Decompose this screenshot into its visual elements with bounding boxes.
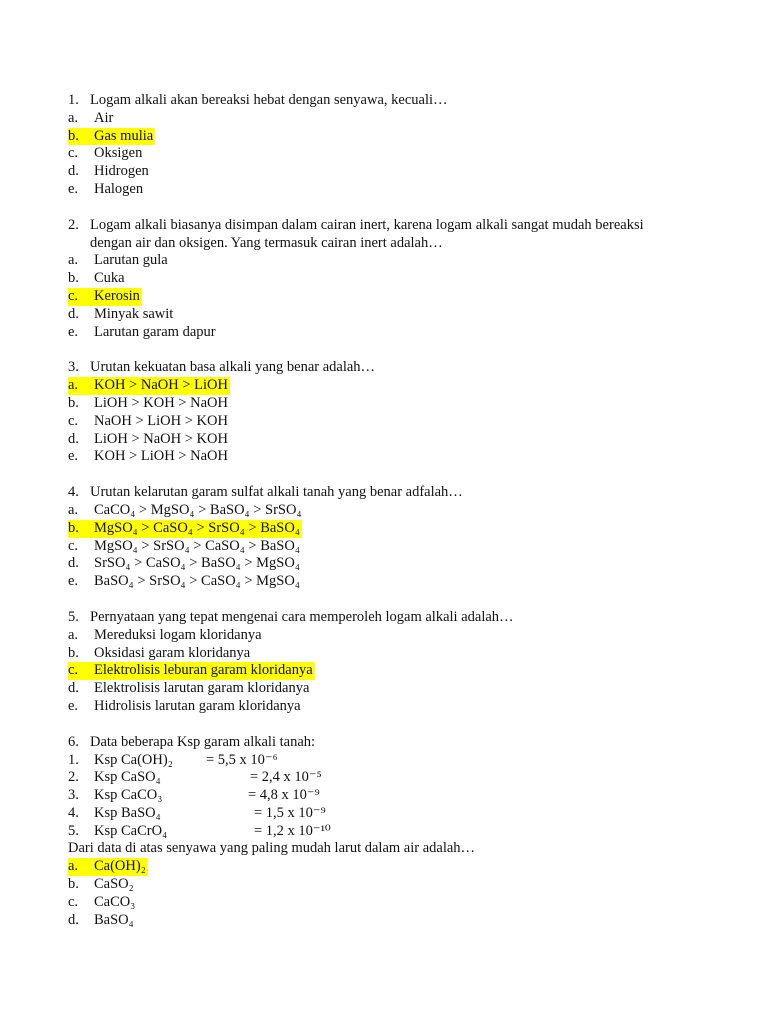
question-1 xyxy=(68,92,708,199)
question-2 xyxy=(68,217,708,342)
option: a. Mereduksi logam kloridanya xyxy=(68,626,262,643)
question-text: Urutan kelarutan garam sulfat alkali tanah yang benar adfalah… xyxy=(90,484,463,501)
option: e. Hidrolisis larutan garam kloridanya xyxy=(68,697,301,714)
ksp-data-row: 2. Ksp CaSO₄ = 2,4 x 10⁻⁵ xyxy=(68,769,322,786)
question-text: Data beberapa Ksp garam alkali tanah: xyxy=(90,733,316,750)
option: d. Hidrogen xyxy=(68,163,149,180)
question-number: 6. xyxy=(68,733,79,750)
option: b. Cuka xyxy=(68,270,125,287)
option: b. LiOH > KOH > NaOH xyxy=(68,394,228,411)
question-5 xyxy=(68,609,708,716)
question-number: 2. xyxy=(68,216,79,233)
question-text-continued: dengan air dan oksigen. Yang termasuk cairan inert adalah… xyxy=(90,234,443,251)
question-number: 4. xyxy=(68,484,79,501)
question-text: Logam alkali biasanya disimpan dalam cairan inert, karena logam alkali sangat mudah bereaksi xyxy=(90,216,644,233)
option: a. Air xyxy=(68,109,114,126)
option: e. BaSO₄ > SrSO₄ > CaSO₄ > MgSO₄ xyxy=(68,573,300,590)
ksp-data-row: 3. Ksp CaCO₃ = 4,8 x 10⁻⁹ xyxy=(68,787,320,804)
option: c. CaCO₃ xyxy=(68,893,136,910)
quiz-document xyxy=(68,92,708,947)
question-text: Urutan kekuatan basa alkali yang benar adalah… xyxy=(90,359,376,376)
option: d. SrSO₄ > CaSO₄ > BaSO₄ > MgSO₄ xyxy=(68,555,300,572)
option: e. Halogen xyxy=(68,180,144,197)
option: c. Oksigen xyxy=(68,145,143,162)
option: a. Larutan gula xyxy=(68,252,168,269)
question-4 xyxy=(68,484,708,591)
option-highlighted: a. Ca(OH)₂ xyxy=(68,858,146,875)
question-number: 5. xyxy=(68,608,79,625)
option-highlighted: c. Kerosin xyxy=(68,287,140,304)
option: e. Larutan garam dapur xyxy=(68,323,216,340)
option-highlighted: a. KOH > NaOH > LiOH xyxy=(68,377,228,394)
question-text: Pernyataan yang tepat mengenai cara memperoleh logam alkali adalah… xyxy=(90,608,514,625)
option: a. CaCO₄ > MgSO₄ > BaSO₄ > SrSO₄ xyxy=(68,501,302,518)
option-highlighted: b. Gas mulia xyxy=(68,127,154,144)
option: d. Minyak sawit xyxy=(68,305,174,322)
question-number: 1. xyxy=(68,92,79,108)
ksp-data-row: 4. Ksp BaSO₄ = 1,5 x 10⁻⁹ xyxy=(68,804,326,821)
option: c. MgSO₄ > SrSO₄ > CaSO₄ > BaSO₄ xyxy=(68,537,300,554)
option-highlighted: c. Elektrolisis leburan garam kloridanya xyxy=(68,662,313,679)
question-text: Logam alkali akan bereaksi hebat dengan senyawa, kecuali… xyxy=(90,92,448,108)
option: d. Elektrolisis larutan garam kloridanya xyxy=(68,680,310,697)
option: b. CaSO₂ xyxy=(68,876,134,893)
option: d. LiOH > NaOH > KOH xyxy=(68,430,228,447)
ksp-data-row: 5. Ksp CaCrO₄ = 1,2 x 10⁻¹⁰ xyxy=(68,822,331,839)
option-highlighted: b. MgSO₄ > CaSO₄ > SrSO₄ > BaSO₄ xyxy=(68,519,300,536)
option: d. BaSO₄ xyxy=(68,911,134,928)
ksp-data-row: 1. Ksp Ca(OH)₂ = 5,5 x 10⁻⁶ xyxy=(68,751,278,768)
question-6 xyxy=(68,734,708,930)
question-number: 3. xyxy=(68,359,79,376)
option: c. NaOH > LiOH > KOH xyxy=(68,412,228,429)
option: b. Oksidasi garam kloridanya xyxy=(68,644,251,661)
question-3 xyxy=(68,359,708,466)
question-prompt: Dari data di atas senyawa yang paling mudah larut dalam air adalah… xyxy=(68,840,476,857)
option: e. KOH > LiOH > NaOH xyxy=(68,448,228,465)
